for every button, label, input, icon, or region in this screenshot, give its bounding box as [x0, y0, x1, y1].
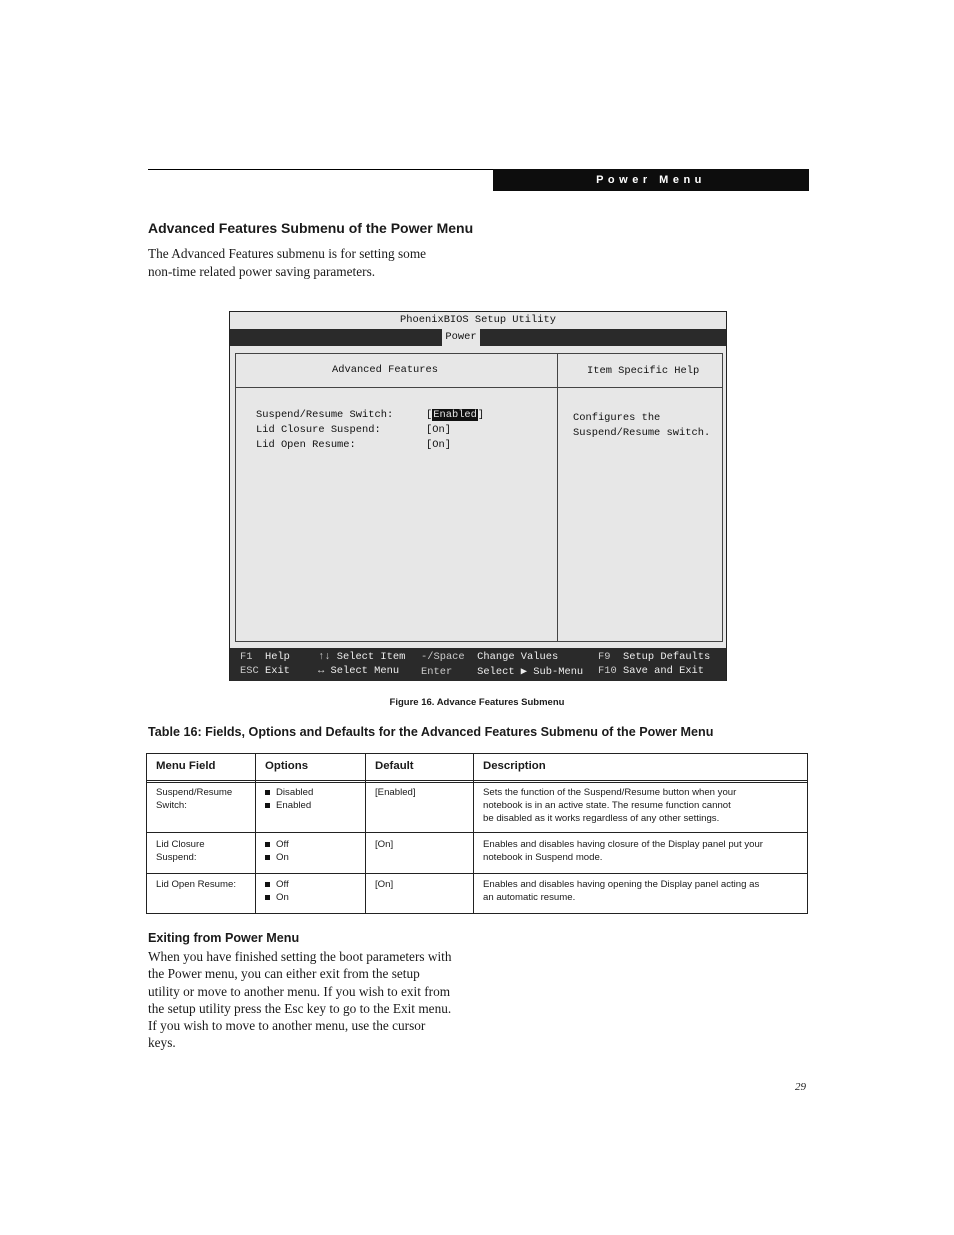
key-action: Select ▶ Sub-Menu	[477, 666, 584, 678]
cell-line: Enables and disables having closure of the Display panel put your	[483, 839, 763, 850]
bios-key-esc	[240, 665, 290, 677]
option-item: Off	[265, 839, 289, 852]
bios-key-f1	[240, 651, 290, 663]
option-item: Disabled	[265, 787, 313, 800]
fields-table	[146, 753, 808, 914]
key-label: F1	[240, 651, 253, 663]
option-item: Enabled	[265, 800, 313, 813]
figure-caption: Figure 16. Advance Features Submenu	[389, 697, 565, 708]
table-col-divider	[365, 754, 366, 913]
table-row-1-description	[483, 787, 736, 825]
table-header-options: Options	[265, 760, 309, 772]
bios-field-lid-closure-label: Lid Closure Suspend:	[256, 424, 381, 436]
bios-key-enter	[421, 665, 583, 678]
table-row-divider	[147, 873, 807, 874]
key-label: ↔	[318, 665, 325, 677]
bios-key-legend	[230, 648, 726, 681]
table-header-menu-field: Menu Field	[156, 760, 216, 772]
intro-line: The Advanced Features submenu is for setting some	[148, 246, 427, 261]
table-caption: Table 16: Fields, Options and Defaults for the Advanced Features Submenu of the Power Menu	[148, 725, 714, 739]
bios-field-lid-closure-value[interactable]: [On]	[426, 424, 451, 436]
table-row-3-default: [On]	[375, 879, 394, 890]
bios-key-updown	[318, 651, 405, 663]
paragraph-line: When you have finished setting the boot parameters with	[148, 949, 452, 964]
running-header	[493, 169, 809, 191]
table-row-2-field	[156, 839, 205, 865]
option-item: On	[265, 852, 289, 865]
running-header-text: Power Menu	[596, 174, 706, 186]
bios-key-f9	[598, 651, 710, 663]
bios-selected-value[interactable]: Enabled	[433, 409, 477, 421]
key-action: Select Item	[336, 651, 406, 663]
bios-field-suspend-resume-value[interactable]: [Enabled]	[426, 409, 485, 421]
table-row-3-options	[265, 879, 289, 905]
bios-menu-bar	[230, 329, 726, 346]
table-header-description: Description	[483, 760, 546, 772]
table-col-divider	[255, 754, 256, 913]
bios-screen	[229, 311, 727, 681]
bios-field-lid-open-value[interactable]: [On]	[426, 439, 451, 451]
table-row-3-field	[156, 879, 236, 892]
bios-title: PhoenixBIOS Setup Utility	[230, 312, 726, 329]
bios-settings-panel	[235, 353, 558, 642]
bios-panel-title: Advanced Features	[332, 364, 439, 376]
key-action: Exit	[264, 665, 290, 677]
key-label: F10	[598, 665, 617, 677]
table-row-1-default: [Enabled]	[375, 787, 416, 798]
option-item: On	[265, 892, 289, 905]
table-header-default: Default	[375, 760, 414, 772]
table-row-1-options	[265, 787, 313, 813]
cell-line: be disabled as it works regardless of any other settings.	[483, 812, 720, 824]
key-label: -/Space	[421, 651, 465, 663]
key-label: Enter	[421, 666, 453, 678]
paragraph-line: If you wish to move to another menu, use the cursor	[148, 1018, 426, 1034]
cell-line: Suspend/Resume	[156, 787, 233, 798]
bios-panel-divider	[236, 387, 557, 388]
bios-key-f10	[598, 665, 704, 677]
key-action: Save and Exit	[622, 665, 705, 677]
table-row-divider	[147, 832, 807, 833]
key-action: Change Values	[477, 651, 559, 663]
intro-line: non-time related power saving parameters.	[148, 263, 376, 279]
bios-help-panel	[557, 353, 723, 642]
cell-line: Suspend:	[156, 851, 197, 863]
intro-paragraph	[148, 245, 458, 280]
cell-line: Lid Open Resume:	[156, 879, 236, 890]
table-row-1-field	[156, 787, 232, 813]
key-action: Setup Defaults	[622, 651, 711, 663]
key-action: Select Menu	[330, 665, 400, 677]
bios-field-lid-open-label: Lid Open Resume:	[256, 439, 356, 451]
bios-help-text: Configures the Suspend/Resume switch.	[573, 412, 711, 439]
paragraph-line: keys.	[148, 1035, 176, 1051]
option-item: Off	[265, 879, 289, 892]
cell-line: Lid Closure	[156, 839, 205, 850]
bios-field-suspend-resume-label: Suspend/Resume Switch:	[256, 409, 394, 421]
table-row-2-options	[265, 839, 289, 865]
cell-line: Sets the function of the Suspend/Resume button when your	[483, 787, 737, 798]
table-row-2-default: [On]	[375, 839, 394, 850]
table-header-divider	[147, 780, 807, 783]
cell-line: an automatic resume.	[483, 891, 576, 903]
page-number: 29	[795, 1081, 806, 1093]
header-rule	[148, 169, 493, 170]
bios-key-space	[421, 651, 558, 663]
cell-line: notebook in Suspend mode.	[483, 851, 603, 863]
bios-help-title: Item Specific Help	[587, 365, 700, 377]
table-col-divider	[473, 754, 474, 913]
paragraph-line: utility or move to another menu. If you wish to exit from	[148, 983, 451, 999]
cell-line: notebook is in an active state. The resume function cannot	[483, 799, 731, 811]
table-row-3-description	[483, 879, 759, 905]
exit-paragraph	[148, 948, 466, 1052]
paragraph-line: the Power menu, you can either exit from the setup	[148, 966, 420, 982]
key-label: ↑↓	[318, 651, 331, 663]
exit-section-title: Exiting from Power Menu	[148, 931, 300, 945]
bios-help-divider	[558, 387, 722, 388]
section-title: Advanced Features Submenu of the Power Menu	[148, 220, 474, 236]
cell-line: Enables and disables having opening the Display panel acting as	[483, 879, 760, 890]
bios-menu-power-tab[interactable]: Power	[442, 329, 480, 346]
paragraph-line: the setup utility press the Esc key to go to the Exit menu.	[148, 1000, 452, 1016]
cell-line: Switch:	[156, 799, 187, 811]
key-label: F9	[598, 651, 611, 663]
bios-key-leftright	[318, 665, 399, 677]
table-row-2-description	[483, 839, 763, 865]
key-action: Help	[264, 651, 290, 663]
key-label: ESC	[240, 665, 259, 677]
